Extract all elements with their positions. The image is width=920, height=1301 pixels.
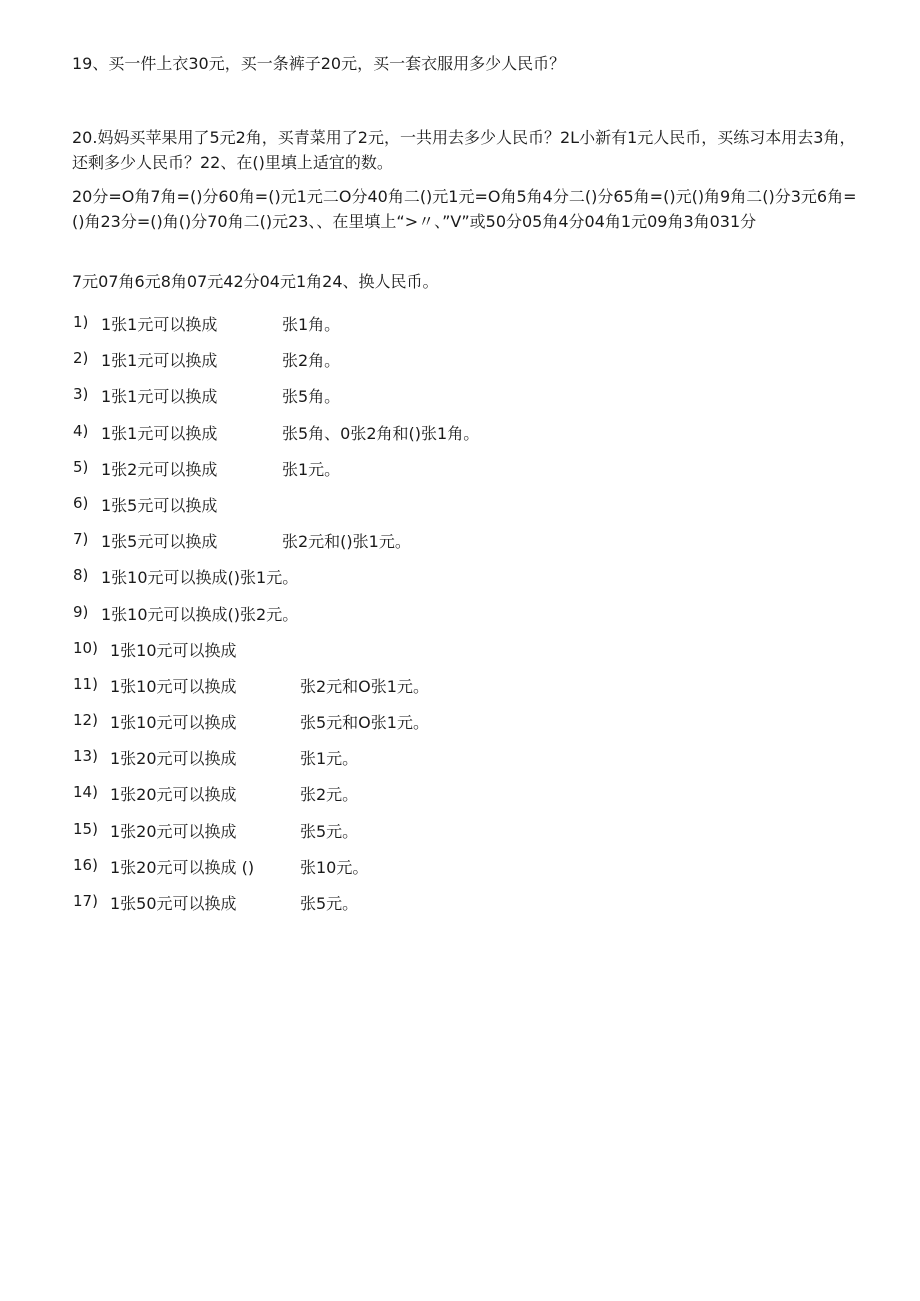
item-stem: 1张10元可以换成 xyxy=(110,640,237,660)
item-number: 12) xyxy=(73,711,98,730)
item-stem: 1张20元可以换成 xyxy=(110,785,237,805)
item-stem: 1张20元可以换成 xyxy=(110,821,237,841)
item-number: 15) xyxy=(73,819,98,838)
list-item xyxy=(0,783,920,819)
list-item xyxy=(0,675,920,711)
item-stem: 1张1元可以换成 xyxy=(101,387,218,407)
item-answer: 张2元和O张1元。 xyxy=(300,676,429,696)
list-item xyxy=(0,349,920,385)
item-answer: 张1元。 xyxy=(300,749,359,769)
list-item xyxy=(0,566,920,602)
list-item xyxy=(0,639,920,675)
item-number: 1) xyxy=(73,313,89,331)
item-stem: 1张5元可以换成 xyxy=(101,495,218,515)
item-number: 3) xyxy=(73,385,89,404)
item-stem: 1张1元可以换成 xyxy=(101,351,218,371)
item-answer: 张5元。 xyxy=(300,894,359,913)
list-item xyxy=(0,313,920,349)
list-item xyxy=(0,385,920,421)
item-number: 4) xyxy=(73,421,89,440)
item-number: 16) xyxy=(73,855,98,874)
list-item xyxy=(0,458,920,494)
item-number: 5) xyxy=(73,457,89,476)
question-19: 19、买一件上衣30元，买一条裤子20元，买一套衣服用多少人民币？ xyxy=(72,54,566,73)
item-stem: 1张10元可以换成 xyxy=(110,713,237,733)
item-answer: 张5元。 xyxy=(300,821,359,841)
item-number: 2) xyxy=(73,349,89,368)
item-number: 7) xyxy=(73,530,89,549)
list-item xyxy=(0,530,920,566)
item-stem: 1张10元可以换成 xyxy=(110,676,237,696)
list-item xyxy=(0,494,920,530)
item-answer: 张5角、0张2角和()张1角。 xyxy=(282,423,480,443)
question-22-23: 20分=O角7角=()分60角=()元1元二O分40角二()元1元=O角5角4分二()分65角=()元()角9角二()分3元6角=()角23分=()角()分70角二()元23、、在里填上“>〃、”V”或50分05角4分04角1元09角3角031分 xyxy=(72,187,857,231)
item-number: 13) xyxy=(73,747,98,766)
question-23-24: 7元07角6元8角07元42分04元1角24、换人民币。 xyxy=(72,272,439,291)
item-answer: 张10元。 xyxy=(300,857,369,877)
list-item xyxy=(0,422,920,458)
item-stem: 1张1元可以换成 xyxy=(101,315,218,334)
item-answer: 张1元。 xyxy=(282,459,341,479)
item-answer: 张5角。 xyxy=(282,387,341,407)
item-number: 9) xyxy=(73,602,89,621)
question-20-21: 20.妈妈买苹果用了5元2角，买青菜用了2元，一共用去多少人民币？2L小新有1元人民币，买练习本用去3角，还剩多少人民币？22、在()里填上适宜的数。 xyxy=(72,128,856,172)
item-answer: 张2角。 xyxy=(282,351,341,371)
list-item xyxy=(0,892,920,928)
item-answer: 张1角。 xyxy=(282,315,341,334)
exchange-list xyxy=(0,313,920,928)
item-number: 10) xyxy=(73,638,98,657)
item-stem: 1张10元可以换成()张1元。 xyxy=(101,568,299,588)
item-number: 6) xyxy=(73,493,89,512)
list-item xyxy=(0,856,920,892)
item-answer: 张2元。 xyxy=(300,785,359,805)
item-stem: 1张1元可以换成 xyxy=(101,423,218,443)
list-item xyxy=(0,603,920,639)
item-number: 17) xyxy=(73,892,98,910)
item-stem: 1张20元可以换成 xyxy=(110,749,237,769)
item-number: 14) xyxy=(73,783,98,802)
item-answer: 张2元和()张1元。 xyxy=(282,532,411,552)
item-stem: 1张10元可以换成()张2元。 xyxy=(101,604,299,624)
item-stem: 1张50元可以换成 xyxy=(110,894,237,913)
item-answer: 张5元和O张1元。 xyxy=(300,713,429,733)
item-number: 11) xyxy=(73,674,98,693)
item-stem: 1张20元可以换成 () xyxy=(110,857,255,877)
list-item xyxy=(0,820,920,856)
list-item xyxy=(0,747,920,783)
list-item xyxy=(0,711,920,747)
item-number: 8) xyxy=(73,566,89,585)
item-stem: 1张2元可以换成 xyxy=(101,459,218,479)
item-stem: 1张5元可以换成 xyxy=(101,532,218,552)
